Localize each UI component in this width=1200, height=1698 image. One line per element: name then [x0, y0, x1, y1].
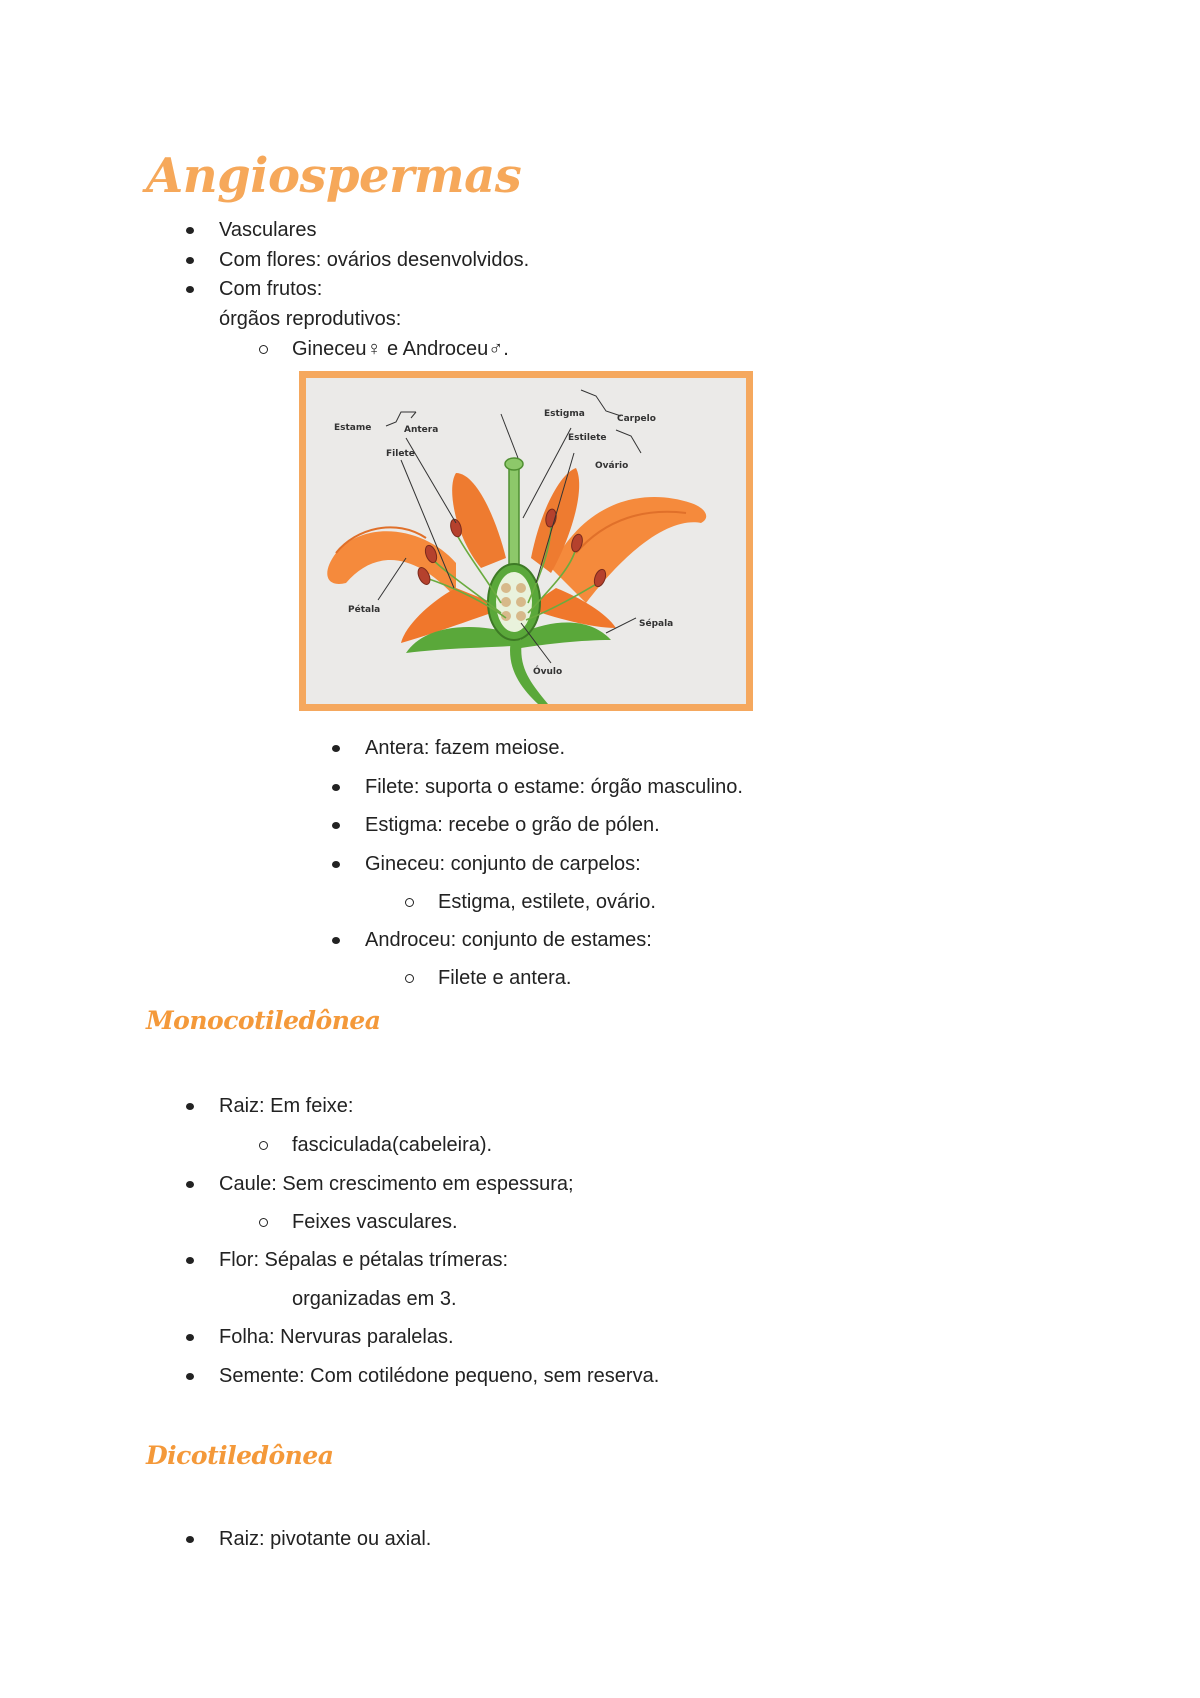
list-item: Androceu: conjunto de estames: — [365, 929, 652, 951]
page-title: Angiospermas — [146, 148, 522, 204]
list-item: Raiz: Em feixe: — [219, 1095, 354, 1117]
sub-list-item: Estigma, estilete, ovário. — [438, 891, 656, 913]
label-ovulo: Óvulo — [533, 667, 563, 677]
label-ovario: Ovário — [595, 461, 629, 471]
label-estilete: Estilete — [568, 433, 607, 443]
list-item: Estigma: recebe o grão de pólen. — [365, 814, 660, 836]
back-petal — [452, 473, 506, 568]
list-item: Filete: suporta o estame: órgão masculino. — [365, 776, 743, 798]
list-item: Semente: Com cotilédone pequeno, sem reserva. — [219, 1365, 660, 1387]
section-heading-dico: Dicotiledônea — [146, 1441, 334, 1470]
sub-list-item: Filete e antera. — [438, 967, 572, 989]
label-filete: Filete — [386, 449, 415, 459]
label-petala: Pétala — [348, 605, 381, 615]
flower-illustration — [306, 378, 746, 704]
label-estigma: Estigma — [544, 409, 585, 419]
sub-list-item: Feixes vasculares. — [292, 1211, 458, 1233]
label-antera: Antera — [404, 425, 439, 435]
flower-diagram — [299, 371, 753, 711]
list-item-continuation: órgãos reprodutivos: — [219, 308, 402, 330]
sub-list-item: Gineceu♀ e Androceu♂. — [292, 338, 509, 360]
list-item: Com frutos: — [219, 278, 323, 300]
list-item: Raiz: pivotante ou axial. — [219, 1528, 432, 1550]
section-heading-mono: Monocotiledônea — [146, 1006, 381, 1035]
list-item: Gineceu: conjunto de carpelos: — [365, 853, 641, 875]
list-item: Flor: Sépalas e pétalas trímeras: — [219, 1249, 509, 1271]
list-item: Antera: fazem meiose. — [365, 737, 566, 759]
label-carpelo: Carpelo — [617, 414, 656, 424]
list-item: Caule: Sem crescimento em espessura; — [219, 1173, 574, 1195]
list-item-continuation: organizadas em 3. — [292, 1288, 457, 1310]
list-item: Com flores: ovários desenvolvidos. — [219, 249, 530, 271]
list-item: Folha: Nervuras paralelas. — [219, 1326, 454, 1348]
sub-list-item: fasciculada(cabeleira). — [292, 1134, 493, 1156]
stigma — [505, 458, 523, 470]
label-estame: Estame — [334, 423, 372, 433]
label-sepala: Sépala — [639, 619, 674, 629]
list-item: Vasculares — [219, 219, 317, 241]
